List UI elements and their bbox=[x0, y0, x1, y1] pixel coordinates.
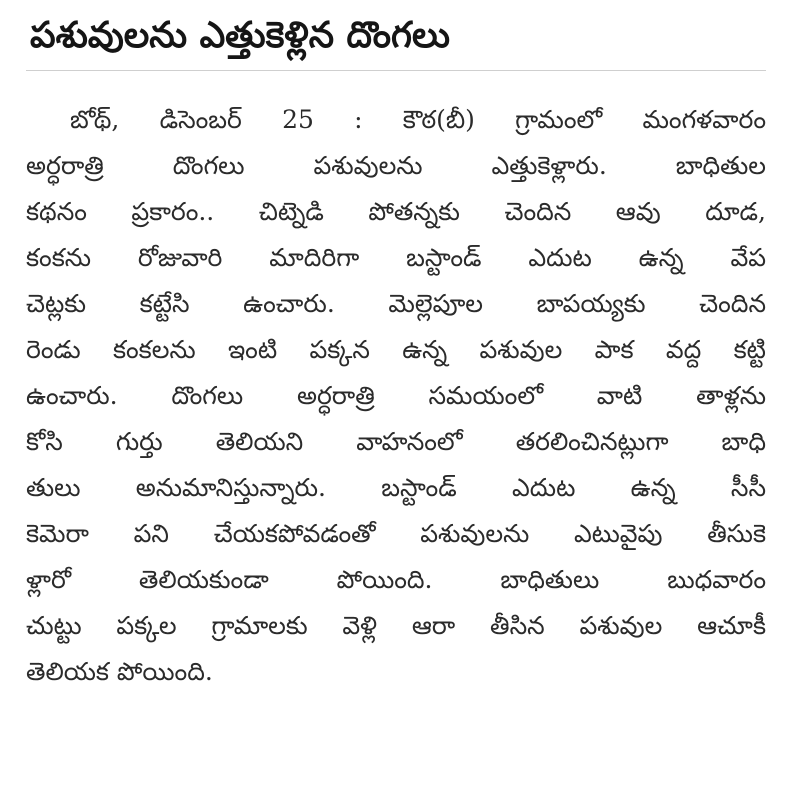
article-line: చుట్టు పక్కల గ్రామాలకు వెళ్లి ఆరా తీసిన పశువుల ఆచూకీ bbox=[26, 611, 766, 640]
article-line: ఉంచారు. దొంగలు అర్ధరాత్రి సమయంలో వాటి తాళ్లను bbox=[26, 381, 766, 410]
article-line: కంకను రోజువారి మాదిరిగా బస్టాండ్ ఎదుట ఉన్న వేప bbox=[26, 243, 766, 272]
article-line: రెండు కంకలను ఇంటి పక్కన ఉన్న పశువుల పాక వద్ద కట్టి bbox=[26, 335, 766, 364]
article-line: తెలియక పోయింది. bbox=[26, 657, 213, 686]
headline-divider bbox=[26, 70, 766, 71]
article-line: తులు అనుమానిస్తున్నారు. బస్టాండ్ ఎదుట ఉన్న సీసీ bbox=[26, 473, 766, 502]
article-line: బోథ్, డిసెంబర్ 25 : కౌఠ(బీ) గ్రామంలో మంగళవారం bbox=[70, 105, 766, 134]
article-body bbox=[26, 97, 766, 695]
article-line: కోసి గుర్తు తెలియని వాహనంలో తరలించినట్లుగా బాధి bbox=[26, 427, 766, 456]
article-line: ళ్లారో తెలియకుండా పోయింది. బాధితులు బుధవారం bbox=[26, 565, 766, 594]
article-line: అర్ధరాత్రి దొంగలు పశువులను ఎత్తుకెళ్లారు. బాధితుల bbox=[26, 151, 766, 180]
article-headline: పశువులను ఎత్తుకెళ్లిన దొంగలు bbox=[30, 15, 450, 56]
article-line: కెమెరా పని చేయకపోవడంతో పశువులను ఎటువైపు తీసుకె bbox=[26, 519, 766, 548]
article-line: కథనం ప్రకారం.. చిట్నెడి పోతన్నకు చెందిన ఆవు దూడ, bbox=[26, 197, 766, 226]
article-line: చెట్లకు కట్టేసి ఉంచారు. మెల్లెపూల బాపయ్యకు చెందిన bbox=[26, 289, 766, 318]
